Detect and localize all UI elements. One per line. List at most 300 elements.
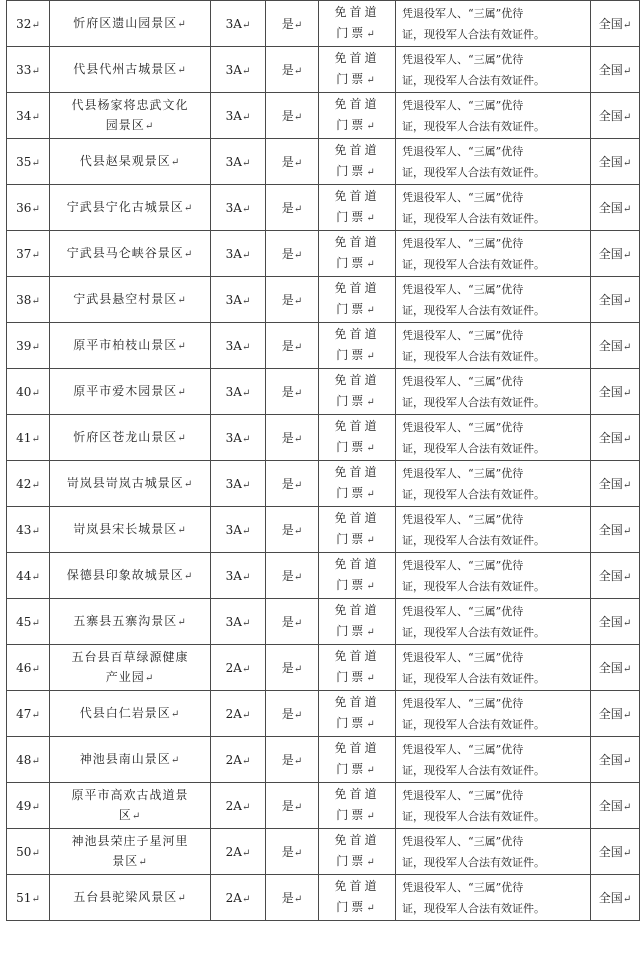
scope-cell <box>591 369 640 415</box>
yes-text: 是 <box>281 431 294 445</box>
row-number-cell <box>7 599 50 645</box>
paragraph-mark: ↵ <box>366 167 378 178</box>
yes-text: 是 <box>281 707 294 721</box>
free-ticket-cell <box>319 691 396 737</box>
yes-text: 是 <box>281 615 294 629</box>
yes-text: 是 <box>281 63 294 77</box>
paragraph-mark: ↵ <box>293 342 303 353</box>
paragraph-mark: ↵ <box>31 157 40 169</box>
level-cell <box>211 875 266 921</box>
cell-text-line: 宁武县宁化古城景区 <box>66 199 184 214</box>
num-text: 40 <box>16 384 32 399</box>
paragraph-mark: ↵ <box>31 65 40 77</box>
level-cell <box>211 139 266 185</box>
cell-text-line: 五台县百草绿源健康 <box>71 649 189 664</box>
yes-text: 是 <box>281 247 294 261</box>
level-cell <box>211 461 266 507</box>
cell-text-line: 门票 <box>336 394 367 408</box>
condition-cell <box>396 507 591 553</box>
scenic-name-cell <box>50 691 211 737</box>
num-text: 34 <box>16 108 32 123</box>
paragraph-mark: ↵ <box>366 811 378 822</box>
cell-text-line: 代县白仁岩景区 <box>79 705 171 720</box>
scenic-name-cell <box>50 1 211 47</box>
cell-text-line: 门票 <box>336 808 367 822</box>
table-body <box>7 1 640 921</box>
applicable-cell <box>266 231 319 277</box>
table-row <box>7 507 640 553</box>
cell-text-line: 免首道 <box>334 741 380 755</box>
paragraph-mark: ↵ <box>31 203 40 215</box>
level-cell <box>211 507 266 553</box>
free-ticket-cell <box>319 415 396 461</box>
scenic-name-cell <box>50 507 211 553</box>
scope-cell <box>591 783 640 829</box>
cell-text-line: 保德县印象故城景区 <box>66 567 184 582</box>
scope-text: 全国 <box>598 293 623 307</box>
yes-text: 是 <box>281 661 294 675</box>
paragraph-mark: ↵ <box>622 802 632 813</box>
paragraph-mark: ↵ <box>170 708 181 720</box>
level-text: 3A <box>225 384 242 399</box>
paragraph-mark: ↵ <box>241 617 251 629</box>
scenic-name-cell <box>50 783 211 829</box>
scenic-name-cell <box>50 231 211 277</box>
scope-cell <box>591 93 640 139</box>
cell-text-line: 证，现役军人合法有效证件。 <box>402 487 545 501</box>
cell-text-line: 代县赵杲观景区 <box>79 153 171 168</box>
cell-text-line: 凭退役军人、“三属”优待 <box>402 98 524 112</box>
cell-text-line: 凭退役军人、“三属”优待 <box>402 650 524 664</box>
level-text: 3A <box>225 16 242 31</box>
yes-text: 是 <box>281 477 294 491</box>
paragraph-mark: ↵ <box>366 719 378 730</box>
cell-text-line: 证，现役军人合法有效证件。 <box>402 671 545 685</box>
cell-text-line: 凭退役军人、“三属”优待 <box>402 742 524 756</box>
cell-text-line: 门票 <box>336 72 367 86</box>
cell-text-line: 证，现役军人合法有效证件。 <box>402 809 545 823</box>
applicable-cell <box>266 645 319 691</box>
yes-text: 是 <box>281 109 294 123</box>
scenic-name-cell <box>50 875 211 921</box>
yes-text: 是 <box>281 523 294 537</box>
cell-text-line: 门票 <box>336 440 367 454</box>
cell-text-line: 证，现役军人合法有效证件。 <box>402 395 545 409</box>
scope-cell <box>591 47 640 93</box>
row-number-cell <box>7 691 50 737</box>
table-row <box>7 599 640 645</box>
paragraph-mark: ↵ <box>293 664 303 675</box>
paragraph-mark: ↵ <box>31 19 40 31</box>
num-text: 33 <box>16 62 32 77</box>
table-row <box>7 461 640 507</box>
cell-text-line: 忻府区遗山园景区 <box>73 15 178 30</box>
cell-text-line: 免首道 <box>334 695 380 709</box>
paragraph-mark: ↵ <box>177 64 187 76</box>
num-text: 46 <box>16 660 32 675</box>
level-cell <box>211 93 266 139</box>
applicable-cell <box>266 599 319 645</box>
paragraph-mark: ↵ <box>622 342 632 353</box>
paragraph-mark: ↵ <box>31 525 40 537</box>
free-ticket-cell <box>319 93 396 139</box>
paragraph-mark: ↵ <box>177 340 187 352</box>
paragraph-mark: ↵ <box>366 443 378 454</box>
yes-text: 是 <box>281 845 294 859</box>
paragraph-mark: ↵ <box>31 663 40 675</box>
paragraph-mark: ↵ <box>177 386 187 398</box>
table-row <box>7 829 640 875</box>
paragraph-mark: ↵ <box>622 848 632 859</box>
free-ticket-cell <box>319 783 396 829</box>
table-row <box>7 185 640 231</box>
cell-text-line: 凭退役军人、“三属”优待 <box>402 6 524 20</box>
table-row <box>7 93 640 139</box>
paragraph-mark: ↵ <box>293 250 303 261</box>
level-cell <box>211 277 266 323</box>
paragraph-mark: ↵ <box>366 765 378 776</box>
level-cell <box>211 553 266 599</box>
free-ticket-cell <box>319 47 396 93</box>
condition-cell <box>396 553 591 599</box>
row-number-cell <box>7 461 50 507</box>
paragraph-mark: ↵ <box>144 120 155 132</box>
scope-text: 全国 <box>598 891 623 905</box>
row-number-cell <box>7 783 50 829</box>
applicable-cell <box>266 461 319 507</box>
applicable-cell <box>266 47 319 93</box>
paragraph-mark: ↵ <box>622 756 632 767</box>
cell-text-line: 门票 <box>336 348 367 362</box>
cell-text-line: 免首道 <box>334 603 380 617</box>
num-text: 50 <box>16 844 32 859</box>
condition-cell <box>396 185 591 231</box>
paragraph-mark: ↵ <box>241 801 251 813</box>
level-text: 3A <box>225 246 242 261</box>
level-cell <box>211 415 266 461</box>
num-text: 42 <box>16 476 32 491</box>
paragraph-mark: ↵ <box>366 673 378 684</box>
cell-text-line: 代县代州古城景区 <box>73 61 178 76</box>
paragraph-mark: ↵ <box>293 526 303 537</box>
paragraph-mark: ↵ <box>241 571 251 583</box>
paragraph-mark: ↵ <box>293 710 303 721</box>
paragraph-mark: ↵ <box>622 20 632 31</box>
paragraph-mark: ↵ <box>138 856 148 868</box>
row-number-cell <box>7 507 50 553</box>
paragraph-mark: ↵ <box>366 489 378 500</box>
paragraph-mark: ↵ <box>293 296 303 307</box>
cell-text-line: 门票 <box>336 26 367 40</box>
paragraph-mark: ↵ <box>177 18 187 30</box>
scenic-name-cell <box>50 415 211 461</box>
cell-text-line: 凭退役军人、“三属”优待 <box>402 696 524 710</box>
free-ticket-cell <box>319 277 396 323</box>
paragraph-mark: ↵ <box>31 571 40 583</box>
table-row <box>7 553 640 599</box>
level-text: 3A <box>225 108 242 123</box>
scope-cell <box>591 139 640 185</box>
paragraph-mark: ↵ <box>31 617 40 629</box>
scope-text: 全国 <box>598 109 623 123</box>
scenic-name-cell <box>50 645 211 691</box>
num-text: 47 <box>16 706 32 721</box>
applicable-cell <box>266 783 319 829</box>
cell-text-line: 免首道 <box>334 373 380 387</box>
cell-text-line: 证，现役军人合法有效证件。 <box>402 303 545 317</box>
paragraph-mark: ↵ <box>622 296 632 307</box>
cell-text-line: 免首道 <box>334 879 380 893</box>
num-text: 51 <box>16 890 32 905</box>
free-ticket-cell <box>319 553 396 599</box>
paragraph-mark: ↵ <box>293 848 303 859</box>
free-ticket-cell <box>319 737 396 783</box>
paragraph-mark: ↵ <box>31 755 40 767</box>
cell-text-line: 门票 <box>336 486 367 500</box>
cell-text-line: 原平市爱木园景区 <box>73 383 178 398</box>
cell-text-line: 景区 <box>112 853 139 868</box>
row-number-cell <box>7 875 50 921</box>
cell-text-line: 凭退役军人、“三属”优待 <box>402 466 524 480</box>
table-row <box>7 737 640 783</box>
level-text: 2A <box>225 660 242 675</box>
paragraph-mark: ↵ <box>622 434 632 445</box>
applicable-cell <box>266 369 319 415</box>
level-text: 2A <box>225 890 242 905</box>
yes-text: 是 <box>281 293 294 307</box>
table-row <box>7 277 640 323</box>
table-row <box>7 323 640 369</box>
num-text: 37 <box>16 246 32 261</box>
scope-cell <box>591 323 640 369</box>
paragraph-mark: ↵ <box>241 341 251 353</box>
scope-text: 全国 <box>598 385 623 399</box>
condition-cell <box>396 1 591 47</box>
cell-text-line: 证，现役军人合法有效证件。 <box>402 855 545 869</box>
cell-text-line: 免首道 <box>334 281 380 295</box>
paragraph-mark: ↵ <box>622 204 632 215</box>
level-cell <box>211 323 266 369</box>
applicable-cell <box>266 139 319 185</box>
condition-cell <box>396 645 591 691</box>
condition-cell <box>396 277 591 323</box>
cell-text-line: 凭退役军人、“三属”优待 <box>402 880 524 894</box>
cell-text-line: 证，现役军人合法有效证件。 <box>402 73 545 87</box>
paragraph-mark: ↵ <box>31 847 40 859</box>
row-number-cell <box>7 737 50 783</box>
free-ticket-cell <box>319 507 396 553</box>
paragraph-mark: ↵ <box>144 672 155 684</box>
paragraph-mark: ↵ <box>241 663 251 675</box>
row-number-cell <box>7 93 50 139</box>
level-text: 3A <box>225 476 242 491</box>
paragraph-mark: ↵ <box>241 249 251 261</box>
cell-text-line: 证，现役军人合法有效证件。 <box>402 763 545 777</box>
free-ticket-cell <box>319 185 396 231</box>
cell-text-line: 免首道 <box>334 419 380 433</box>
scope-cell <box>591 691 640 737</box>
cell-text-line: 原平市柏枝山景区 <box>73 337 178 352</box>
level-cell <box>211 691 266 737</box>
condition-cell <box>396 461 591 507</box>
paragraph-mark: ↵ <box>31 709 40 721</box>
condition-cell <box>396 829 591 875</box>
cell-text-line: 凭退役军人、“三属”优待 <box>402 190 524 204</box>
cell-text-line: 免首道 <box>334 787 380 801</box>
cell-text-line: 证，现役军人合法有效证件。 <box>402 27 545 41</box>
paragraph-mark: ↵ <box>241 479 251 491</box>
cell-text-line: 证，现役军人合法有效证件。 <box>402 533 545 547</box>
cell-text-line: 宁武县悬空村景区 <box>73 291 178 306</box>
scope-cell <box>591 599 640 645</box>
cell-text-line: 忻府区苍龙山景区 <box>73 429 178 444</box>
cell-text-line: 产业园 <box>105 669 145 684</box>
cell-text-line: 凭退役军人、“三属”优待 <box>402 604 524 618</box>
row-number-cell <box>7 369 50 415</box>
free-ticket-cell <box>319 875 396 921</box>
scope-cell <box>591 185 640 231</box>
cell-text-line: 证，现役军人合法有效证件。 <box>402 119 545 133</box>
paragraph-mark: ↵ <box>293 158 303 169</box>
scenic-name-cell <box>50 277 211 323</box>
paragraph-mark: ↵ <box>622 112 632 123</box>
free-ticket-cell <box>319 231 396 277</box>
row-number-cell <box>7 553 50 599</box>
table-row <box>7 875 640 921</box>
scenic-name-cell <box>50 93 211 139</box>
cell-text-line: 凭退役军人、“三属”优待 <box>402 236 524 250</box>
row-number-cell <box>7 323 50 369</box>
paragraph-mark: ↵ <box>293 388 303 399</box>
paragraph-mark: ↵ <box>293 204 303 215</box>
free-ticket-cell <box>319 599 396 645</box>
level-cell <box>211 783 266 829</box>
paragraph-mark: ↵ <box>31 893 40 905</box>
paragraph-mark: ↵ <box>366 75 378 86</box>
cell-text-line: 凭退役军人、“三属”优待 <box>402 420 524 434</box>
paragraph-mark: ↵ <box>293 66 303 77</box>
cell-text-line: 免首道 <box>334 465 380 479</box>
cell-text-line: 免首道 <box>334 51 380 65</box>
yes-text: 是 <box>281 155 294 169</box>
condition-cell <box>396 93 591 139</box>
scope-text: 全国 <box>598 431 623 445</box>
num-text: 36 <box>16 200 32 215</box>
scope-text: 全国 <box>598 63 623 77</box>
paragraph-mark: ↵ <box>241 755 251 767</box>
cell-text-line: 门票 <box>336 302 367 316</box>
scope-text: 全国 <box>598 661 623 675</box>
scenic-name-cell <box>50 553 211 599</box>
cell-text-line: 门票 <box>336 210 367 224</box>
num-text: 38 <box>16 292 32 307</box>
scenic-name-cell <box>50 599 211 645</box>
cell-text-line: 免首道 <box>334 649 380 663</box>
scope-text: 全国 <box>598 201 623 215</box>
paragraph-mark: ↵ <box>293 894 303 905</box>
paragraph-mark: ↵ <box>241 387 251 399</box>
paragraph-mark: ↵ <box>31 111 40 123</box>
paragraph-mark: ↵ <box>293 112 303 123</box>
paragraph-mark: ↵ <box>177 432 187 444</box>
paragraph-mark: ↵ <box>31 341 40 353</box>
paragraph-mark: ↵ <box>241 893 251 905</box>
yes-text: 是 <box>281 799 294 813</box>
paragraph-mark: ↵ <box>622 894 632 905</box>
level-text: 3A <box>225 338 242 353</box>
scope-text: 全国 <box>598 155 623 169</box>
scope-cell <box>591 875 640 921</box>
paragraph-mark: ↵ <box>622 664 632 675</box>
yes-text: 是 <box>281 17 294 31</box>
condition-cell <box>396 415 591 461</box>
cell-text-line: 凭退役军人、“三属”优待 <box>402 144 524 158</box>
cell-text-line: 神池县南山景区 <box>79 751 171 766</box>
level-cell <box>211 599 266 645</box>
paragraph-mark: ↵ <box>622 526 632 537</box>
paragraph-mark: ↵ <box>183 478 194 490</box>
condition-cell <box>396 231 591 277</box>
cell-text-line: 证，现役军人合法有效证件。 <box>402 717 545 731</box>
paragraph-mark: ↵ <box>241 433 251 445</box>
paragraph-mark: ↵ <box>241 525 251 537</box>
condition-cell <box>396 783 591 829</box>
scenic-name-cell <box>50 737 211 783</box>
cell-text-line: 五台县驼梁风景区 <box>73 889 178 904</box>
paragraph-mark: ↵ <box>241 295 251 307</box>
cell-text-line: 岢岚县岢岚古城景区 <box>66 475 184 490</box>
cell-text-line: 凭退役军人、“三属”优待 <box>402 374 524 388</box>
scope-cell <box>591 737 640 783</box>
cell-text-line: 凭退役军人、“三属”优待 <box>402 328 524 342</box>
applicable-cell <box>266 737 319 783</box>
cell-text-line: 门票 <box>336 900 367 914</box>
paragraph-mark: ↵ <box>293 756 303 767</box>
scope-cell <box>591 645 640 691</box>
num-text: 48 <box>16 752 32 767</box>
cell-text-line: 免首道 <box>334 327 380 341</box>
level-text: 2A <box>225 752 242 767</box>
num-text: 44 <box>16 568 32 583</box>
table-row <box>7 415 640 461</box>
applicable-cell <box>266 277 319 323</box>
applicable-cell <box>266 829 319 875</box>
scenic-name-cell <box>50 461 211 507</box>
paragraph-mark: ↵ <box>293 480 303 491</box>
table-row <box>7 645 640 691</box>
applicable-cell <box>266 691 319 737</box>
paragraph-mark: ↵ <box>366 903 378 914</box>
condition-cell <box>396 599 591 645</box>
paragraph-mark: ↵ <box>293 572 303 583</box>
level-cell <box>211 185 266 231</box>
scenic-spot-table <box>6 0 640 921</box>
cell-text-line: 门票 <box>336 854 367 868</box>
paragraph-mark: ↵ <box>131 810 142 822</box>
row-number-cell <box>7 277 50 323</box>
scope-cell <box>591 415 640 461</box>
level-text: 2A <box>225 844 242 859</box>
row-number-cell <box>7 47 50 93</box>
yes-text: 是 <box>281 891 294 905</box>
paragraph-mark: ↵ <box>366 857 378 868</box>
paragraph-mark: ↵ <box>366 29 378 40</box>
paragraph-mark: ↵ <box>241 65 251 77</box>
cell-text-line: 证，现役军人合法有效证件。 <box>402 579 545 593</box>
cell-text-line: 区 <box>118 807 132 822</box>
level-text: 3A <box>225 614 242 629</box>
paragraph-mark: ↵ <box>366 627 378 638</box>
